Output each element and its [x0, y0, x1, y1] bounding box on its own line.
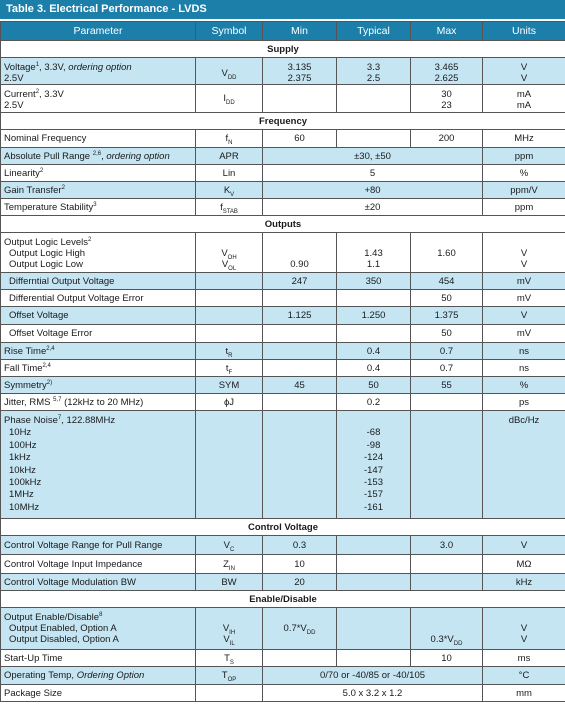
param-cell: Offset Voltage Error: [1, 325, 196, 343]
footnote-ref: 2: [35, 88, 40, 95]
max-cell: [411, 555, 483, 574]
symbol-cell: [196, 685, 263, 702]
symbol-cell: [196, 411, 263, 519]
table-row-linearity: [1, 165, 565, 182]
unit: V: [520, 634, 528, 645]
symbol-sub: OL: [228, 265, 237, 272]
param-text: Rise Time: [4, 345, 47, 357]
value: 1.1: [366, 259, 381, 270]
unit-cell: [483, 85, 565, 113]
param-cell: [1, 667, 196, 685]
header-row: [1, 22, 565, 41]
unit-cell: ms: [483, 650, 565, 667]
typ-cell: [337, 574, 411, 591]
footnote-ref: 2,6: [92, 150, 102, 157]
param-cell: Package Size: [1, 685, 196, 702]
footnote-ref: 3: [93, 201, 97, 208]
unit-cell: mm: [483, 685, 565, 702]
symbol-sub: IL: [229, 640, 235, 647]
value: 0.7*V: [283, 623, 307, 634]
electrical-performance-table: [0, 21, 565, 702]
symbol-text: Z: [223, 558, 229, 570]
symbol-cell: Lin: [196, 165, 263, 182]
table-row-absolute-pull-range: [1, 148, 565, 165]
typ-cell: 0.4: [337, 343, 411, 360]
unit-cell: dBc/Hz: [483, 411, 565, 519]
min-cell: [263, 290, 337, 307]
unit-cell: ppm/V: [483, 182, 565, 199]
max-cell: 200: [411, 130, 483, 148]
footnote-ref: 2,4: [42, 362, 51, 369]
param-cell: Differential Output Voltage Error: [1, 290, 196, 307]
symbol-cell: SYM: [196, 377, 263, 394]
typ-cell: 5: [263, 165, 483, 182]
min-cell: [263, 325, 337, 343]
table-row-control-voltage-range: [1, 536, 565, 555]
unit-cell: ps: [483, 394, 565, 411]
symbol-cell: [196, 360, 263, 377]
max-cell: [411, 574, 483, 591]
typ-cell: 50: [337, 377, 411, 394]
max-cell: 50: [411, 325, 483, 343]
section-row-supply: [1, 41, 565, 58]
param-text: , 3.3V,: [39, 62, 69, 73]
typ-cell: 0.4: [337, 360, 411, 377]
param-cell: Differntial Output Voltage: [1, 273, 196, 290]
value: 2.625: [434, 73, 459, 84]
symbol-sub: DD: [227, 74, 237, 81]
symbol-cell: [196, 85, 263, 113]
symbol-sub: IN: [228, 565, 235, 572]
symbol-text: V: [223, 539, 230, 551]
symbol-cell: BW: [196, 574, 263, 591]
value: 23: [441, 100, 452, 111]
param-text: Absolute Pull Range: [4, 150, 93, 162]
symbol-cell: APR: [196, 148, 263, 165]
typ-cell: [337, 130, 411, 148]
footnote-ref: 2): [46, 379, 53, 386]
param-text: Gain Transfer: [4, 184, 62, 196]
unit-cell: MHz: [483, 130, 565, 148]
table-row-control-voltage-bw: [1, 574, 565, 591]
typ-cell: [337, 536, 411, 555]
unit-cell: mV: [483, 273, 565, 290]
symbol-sub: N: [228, 139, 233, 146]
table-row-output-enable-disable: [1, 608, 565, 650]
symbol-sub: C: [230, 546, 235, 553]
param-text: Phase Noise: [4, 415, 58, 426]
symbol-text: V: [222, 623, 230, 634]
typ-cell: 1.250: [337, 307, 411, 325]
unit-cell: %: [483, 165, 565, 182]
min-cell: 45: [263, 377, 337, 394]
max-cell: [411, 233, 483, 273]
min-cell: [263, 394, 337, 411]
section-title: Outputs: [1, 216, 565, 233]
typ-cell: [337, 555, 411, 574]
table-row-fall-time: [1, 360, 565, 377]
symbol-text: T: [221, 670, 228, 681]
max-cell: [411, 608, 483, 650]
typ-cell: 0.2: [337, 394, 411, 411]
symbol-text: V: [221, 259, 229, 270]
max-cell: 1.375: [411, 307, 483, 325]
phase-offset: 100kHz: [9, 477, 42, 489]
param-text: Operating Temp,: [4, 670, 77, 681]
param-cell: Offset Voltage: [1, 307, 196, 325]
unit: V: [520, 259, 528, 270]
phase-offset: 10kHz: [9, 464, 36, 476]
param-cell: [1, 394, 196, 411]
section-row-frequency: [1, 113, 565, 130]
max-cell: [411, 85, 483, 113]
symbol-cell: [196, 608, 263, 650]
min-cell: 20: [263, 574, 337, 591]
param-text: 2.5V: [4, 100, 24, 111]
symbol-cell: [196, 343, 263, 360]
param-cell: Control Voltage Range for Pull Range: [1, 536, 196, 555]
symbol-sub: STAB: [222, 208, 238, 215]
table-row-voltage: [1, 58, 565, 85]
typ-cell: [337, 608, 411, 650]
section-title: Frequency: [1, 113, 565, 130]
phase-offset: 10MHz: [9, 501, 40, 513]
param-text: Symmetry: [4, 379, 47, 391]
table-title: Table 3. Electrical Performance - LVDS: [0, 0, 565, 19]
phase-value: -124: [363, 452, 383, 464]
col-header-units: Units: [483, 22, 565, 41]
symbol-cell: [196, 325, 263, 343]
section-title: Supply: [1, 41, 565, 58]
table-row-operating-temp: [1, 667, 565, 685]
param-cell: Control Voltage Modulation BW: [1, 574, 196, 591]
table-row-start-up-time: [1, 650, 565, 667]
unit-cell: V: [483, 536, 565, 555]
section-row-outputs: [1, 216, 565, 233]
min-cell: 1.125: [263, 307, 337, 325]
unit-cell: MΩ: [483, 555, 565, 574]
unit-cell: %: [483, 377, 565, 394]
param-text: Output Logic Low: [9, 259, 83, 270]
param-cell: [1, 411, 196, 519]
footnote-ref: 5,7: [53, 396, 62, 403]
max-cell: 55: [411, 377, 483, 394]
param-text: Linearity: [4, 167, 40, 179]
param-italic: ordering option: [106, 150, 170, 162]
typ-cell: ±30, ±50: [263, 148, 483, 165]
table-row-rise-time: [1, 343, 565, 360]
max-cell: [411, 394, 483, 411]
symbol-cell: [196, 199, 263, 216]
symbol-cell: ϕJ: [196, 394, 263, 411]
value-cell: 5.0 x 3.2 x 1.2: [263, 685, 483, 702]
unit-cell: V: [483, 307, 565, 325]
col-header-typical: Typical: [337, 22, 411, 41]
symbol-sub: DD: [453, 640, 463, 647]
phase-value: -157: [363, 489, 383, 501]
param-text: Jitter, RMS: [4, 396, 54, 408]
symbol-text: V: [221, 248, 228, 259]
max-cell: [411, 58, 483, 85]
param-cell: [1, 182, 196, 199]
unit-cell: [483, 58, 565, 85]
unit-cell: [483, 608, 565, 650]
col-header-parameter: Parameter: [1, 22, 196, 41]
footnote-ref: 7: [57, 414, 62, 421]
symbol-cell: [196, 233, 263, 273]
max-cell: 454: [411, 273, 483, 290]
symbol-cell: [196, 58, 263, 85]
unit: V: [520, 73, 528, 84]
table-row-offset-voltage: [1, 307, 565, 325]
param-cell: [1, 148, 196, 165]
value: 0.3*V: [430, 634, 454, 645]
max-cell: 3.0: [411, 536, 483, 555]
param-text: Fall Time: [4, 362, 43, 374]
typ-cell: +80: [263, 182, 483, 199]
symbol-sub: R: [228, 352, 233, 359]
max-cell: [411, 411, 483, 519]
table-row-symmetry: [1, 377, 565, 394]
typ-cell: [337, 411, 411, 519]
value: 2.5: [366, 73, 381, 84]
symbol-text: T: [224, 652, 230, 664]
symbol-cell: [196, 650, 263, 667]
param-cell: Nominal Frequency: [1, 130, 196, 148]
param-italic: ordering option: [68, 62, 132, 73]
min-cell: [263, 411, 337, 519]
symbol-cell: [196, 667, 263, 685]
param-text: (12kHz to 20 MHz): [61, 396, 144, 408]
value: 30: [441, 89, 452, 100]
symbol-cell: [196, 307, 263, 325]
table-row-package-size: [1, 685, 565, 702]
min-cell: [263, 58, 337, 85]
max-cell: 50: [411, 290, 483, 307]
table-row-temperature-stability: [1, 199, 565, 216]
value: 2.375: [287, 73, 312, 84]
footnote-ref: 8: [99, 611, 103, 618]
min-cell: 10: [263, 555, 337, 574]
unit-cell: [483, 233, 565, 273]
symbol-cell: [196, 273, 263, 290]
param-text: ,: [101, 150, 107, 162]
param-text: 2.5V: [4, 73, 24, 84]
param-text: Temperature Stability: [4, 201, 94, 213]
value: 1.60: [437, 248, 456, 259]
table-row-gain-transfer: [1, 182, 565, 199]
min-cell: 247: [263, 273, 337, 290]
symbol-sub: OP: [227, 676, 237, 683]
max-cell: 0.7: [411, 360, 483, 377]
value: 3.3: [366, 62, 381, 73]
phase-offset: 1kHz: [9, 452, 31, 464]
col-header-min: Min: [263, 22, 337, 41]
typ-cell: ±20: [263, 199, 483, 216]
param-italic: Ordering Option: [76, 670, 145, 681]
unit: V: [520, 62, 528, 73]
min-cell: [263, 360, 337, 377]
max-cell: 10: [411, 650, 483, 667]
min-cell: [263, 608, 337, 650]
param-text: Output Enable/Disable: [4, 612, 100, 623]
unit-cell: ns: [483, 343, 565, 360]
typ-cell: [337, 85, 411, 113]
section-title: Control Voltage: [1, 519, 565, 536]
table-row-control-voltage-impedance: [1, 555, 565, 574]
typ-cell: 350: [337, 273, 411, 290]
param-text: Output Disabled, Option A: [9, 634, 119, 645]
section-title: Enable/Disable: [1, 591, 565, 608]
value: 0.90: [290, 259, 309, 270]
param-cell: [1, 58, 196, 85]
symbol-text: f: [225, 133, 229, 144]
footnote-ref: 2: [87, 236, 92, 243]
symbol-text: V: [221, 67, 228, 79]
symbol-text: t: [225, 362, 229, 374]
unit-cell: mV: [483, 290, 565, 307]
unit: mA: [516, 100, 532, 111]
symbol-sub: F: [228, 369, 233, 376]
min-cell: 60: [263, 130, 337, 148]
footnote-ref: 2: [61, 184, 65, 191]
min-cell: [263, 343, 337, 360]
min-cell: [263, 233, 337, 273]
table-row-nominal-frequency: [1, 130, 565, 148]
table-row-differential-output-voltage-error: [1, 290, 565, 307]
phase-value: -68: [366, 427, 381, 439]
symbol-cell: [196, 130, 263, 148]
table-row-current: [1, 85, 565, 113]
phase-offset: 10Hz: [9, 427, 32, 439]
symbol-text: f: [220, 201, 223, 213]
symbol-text: K: [223, 184, 231, 196]
value: 3.465: [434, 62, 459, 73]
unit: mA: [516, 89, 532, 100]
table-row-differential-output-voltage: [1, 273, 565, 290]
table-row-offset-voltage-error: [1, 325, 565, 343]
footnote-ref: 2: [39, 167, 44, 174]
phase-value: -161: [363, 501, 383, 513]
param-text: Output Logic High: [9, 248, 86, 259]
min-cell: [263, 85, 337, 113]
param-cell: Start-Up Time: [1, 650, 196, 667]
phase-offset: 1MHz: [9, 489, 34, 501]
symbol-cell: [196, 536, 263, 555]
unit: V: [520, 623, 528, 634]
phase-value: -98: [366, 439, 381, 451]
value: 1.43: [364, 248, 383, 259]
symbol-text: V: [223, 634, 230, 645]
col-header-max: Max: [411, 22, 483, 41]
col-header-symbol: Symbol: [196, 22, 263, 41]
symbol-sub: DD: [225, 99, 235, 106]
unit-cell: °C: [483, 667, 565, 685]
symbol-cell: [196, 290, 263, 307]
unit-cell: kHz: [483, 574, 565, 591]
typ-cell: [337, 58, 411, 85]
unit-cell: ppm: [483, 199, 565, 216]
unit: V: [520, 248, 528, 259]
footnote-ref: 1: [35, 61, 40, 68]
phase-offset: 100Hz: [9, 439, 37, 451]
symbol-sub: V: [230, 191, 235, 198]
table-row-jitter: [1, 394, 565, 411]
phase-value: -153: [363, 477, 383, 489]
param-cell: [1, 343, 196, 360]
param-cell: [1, 377, 196, 394]
symbol-sub: IH: [229, 629, 236, 636]
symbol-sub: DD: [306, 629, 316, 636]
param-cell: [1, 233, 196, 273]
table-row-output-logic-levels: [1, 233, 565, 273]
param-cell: [1, 608, 196, 650]
symbol-text: t: [225, 345, 229, 357]
typ-cell: [337, 650, 411, 667]
min-cell: [263, 650, 337, 667]
section-row-enable-disable: [1, 591, 565, 608]
param-text: Voltage: [4, 62, 36, 73]
section-row-control-voltage: [1, 519, 565, 536]
value-cell: 0/70 or -40/85 or -40/105: [263, 667, 483, 685]
symbol-cell: [196, 555, 263, 574]
param-cell: [1, 85, 196, 113]
symbol-text: I: [223, 93, 226, 104]
unit-cell: ppm: [483, 148, 565, 165]
param-cell: [1, 360, 196, 377]
min-cell: 0.3: [263, 536, 337, 555]
param-cell: [1, 199, 196, 216]
phase-value: -147: [363, 464, 383, 476]
symbol-sub: S: [229, 659, 234, 666]
param-text: Current: [4, 89, 36, 100]
param-cell: Control Voltage Input Impedance: [1, 555, 196, 574]
symbol-sub: OH: [227, 254, 237, 261]
unit-cell: ns: [483, 360, 565, 377]
max-cell: 0.7: [411, 343, 483, 360]
typ-cell: [337, 325, 411, 343]
param-text: Output Enabled, Option A: [9, 623, 117, 634]
value: 3.135: [287, 62, 312, 73]
footnote-ref: 2,4: [46, 345, 55, 352]
param-text: , 3.3V: [39, 89, 64, 100]
table-row-phase-noise: [1, 411, 565, 519]
typ-cell: [337, 233, 411, 273]
param-cell: [1, 165, 196, 182]
symbol-cell: [196, 182, 263, 199]
param-text: Output Logic Levels: [4, 237, 88, 248]
typ-cell: [337, 290, 411, 307]
param-text: , 122.88MHz: [61, 415, 116, 426]
unit-cell: mV: [483, 325, 565, 343]
